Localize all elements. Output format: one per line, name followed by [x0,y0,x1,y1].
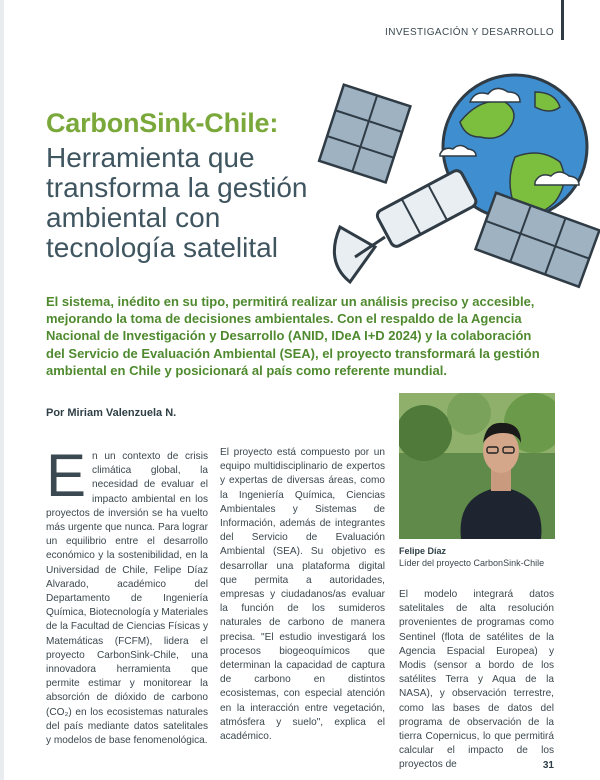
title-brand: CarbonSink-Chile: [46,108,279,138]
section-label: INVESTIGACIÓN Y DESARROLLO [385,27,554,38]
title-line: ambiental con [46,202,221,233]
article-title [46,108,346,263]
lead-paragraph: El sistema, inédito en su tipo, permitirá realizar un análisis preciso y accesible, mejorando la toma de decisiones ambientales. Con el respaldo de la Agencia Nacional de Investigación y Desarrollo (ANID, IDeA I+D 2024) y la colaboración del Servicio de Evaluación Ambiental (SEA), el proyecto transformará la gestión ambiental en Chile y posicionará al país como referente mundial. [46,294,540,378]
title-line: Herramienta que [46,142,255,173]
byline: Por Miriam Valenzuela N. [46,407,177,419]
header-corner-bar [561,0,564,40]
body-column-2: El proyecto está compuesto por un equipo multidisciplinario de expertos y expertas de diversas áreas, como la Ingeniería Química, Ciencias Ambientales y Sistemas de Información, además de integrantes del Servicio de Evaluación Ambiental (SEA). Su objetivo es desarrollar una plataforma digital que permita a autoridades, empresas y ciudadanos/as evaluar la función de los sumideros naturales de carbono de manera precisa. "El estudio investigará los procesos biogeoquímicos que determinan la capacidad de captura de carbono en distintos ecosistemas, con especial atención en la interacción entre vegetación, atmósfera y suelo", explica el académico. [220,447,385,743]
photo-caption-role: Líder del proyecto CarbonSink-Chile [399,558,545,568]
left-page-edge [0,0,4,780]
page-number: 31 [542,760,554,771]
body-column-3: El modelo integrará datos satelitales de alta resolución provenientes de programas como Sentinel (flota de satélites de la Agencia Espacial Europea) y Modis (sensor a bordo de los satélites Terra y Aqua de la NASA), y observación terrestre, como las bases de datos del programa de observación de la tierra Copernicus, lo que permitirá calcular el impacto de los proyectos de [399,589,554,771]
title-subheading [46,143,346,263]
title-line: transforma la gestión [46,172,308,203]
body-column-1 [46,442,208,748]
body-text: n un contexto de crisis climática global, la necesidad de evaluar el impacto ambiental en los proyectos de inversión se ha vuelto más urgente que nunca. Para lograr un equilibrio entre el desarrollo económico y la sostenibilidad, en la Universidad de Chile, Felipe Díaz Alvarado, académico del Departamento de Ingeniería Química, Biotecnología y Materiales de la Facultad de Ciencias Físicas y Matemáticas (FCFM), lidera el proyecto CarbonSink-Chile, una innovadora herramienta que permite estimar y monitorear la absorción de dióxido de carbono (CO₂) en los ecosistemas naturales del país mediante datos satelitales y modelos de base fenomenológica. [46,451,208,747]
portrait-photo [399,393,555,539]
drop-cap: E [46,442,87,509]
title-line: tecnología satelital [46,232,278,263]
photo-caption-name: Felipe Díaz [399,546,447,556]
